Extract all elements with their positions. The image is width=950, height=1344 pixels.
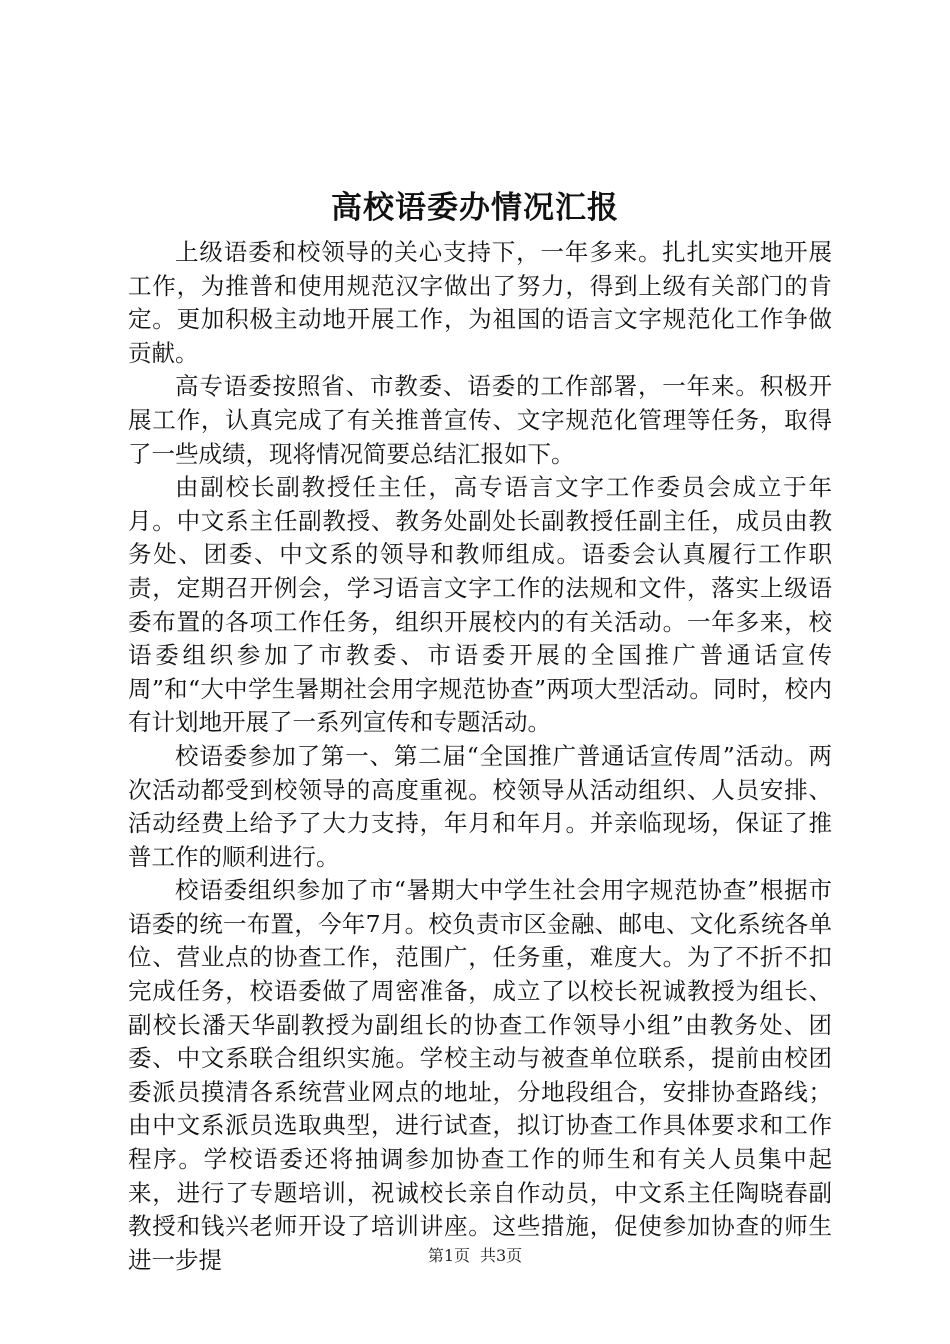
paragraph: 校语委组织参加了市“暑期大中学生社会用字规范协查”根据市语委的统一布置，今年7月。校负责市区金融、邮电、文化系统各单位、营业点的协查工作，范围广，任务重，难度大。为了不折不扣完成任务，校语委做了周密准备，成立了以校长祝诚教授为组长、副校长潘天华副教授为副组长的协查工作领导小组”由教务处、团委、中文系联合组织实施。学校主动与被查单位联系，提前由校团委派员摸清各系统营业网点的地址，分地段组合，安排协查路线；由中文系派员选取典型，进行试查，拟订协查工作具体要求和工作程序。学校语委还将抽调参加协查工作的师生和有关人员集中起来，进行了专题培训，祝诚校长亲自作动员，中文系主任陶晓春副教授和钱兴老师开设了培训讲座。这些措施，促使参加协查的师生进一步提 [128, 876, 832, 1274]
document-title: 高校语委办情况汇报 [331, 190, 619, 226]
page-number: 第1页 [427, 1246, 470, 1265]
page-footer [0, 1245, 950, 1267]
paragraph: 上级语委和校领导的关心支持下，一年多来。扎扎实实地开展工作，为推普和使用规范汉字做出了努力，得到上级有关部门的肯定。更加积极主动地开展工作，为祖国的语言文字规范化工作争做贡献。 [128, 238, 832, 367]
paragraph: 由副校长副教授任主任，高专语言文字工作委员会成立于年月。中文系主任副教授、教务处副处长副教授任副主任，成员由教务处、团委、中文系的领导和教师组成。语委会认真履行工作职责，定期召开例会，学习语言文字工作的法规和文件，落实上级语委布置的各项工作任务，组织开展校内的有关活动。一年多来，校语委组织参加了市教委、市语委开展的全国推广普通话宣传周”和“大中学生暑期社会用字规范协查”两项大型活动。同时，校内有计划地开展了一系列宣传和专题活动。 [128, 473, 832, 737]
document-body [128, 236, 832, 1277]
page-total: 共3页 [480, 1246, 523, 1265]
paragraph: 校语委参加了第一、第二届“全国推广普通话宣传周”活动。两次活动都受到校领导的高度重视。校领导从活动组织、人员安排、活动经费上给予了大力支持，年月和年月。并亲临现场，保证了推普工作的顺利进行。 [128, 741, 832, 871]
paragraph: 高专语委按照省、市教委、语委的工作部署，一年来。积极开展工作，认真完成了有关推普宣传、文字规范化管理等任务，取得了一些成绩，现将情况简要总结汇报如下。 [128, 372, 832, 468]
